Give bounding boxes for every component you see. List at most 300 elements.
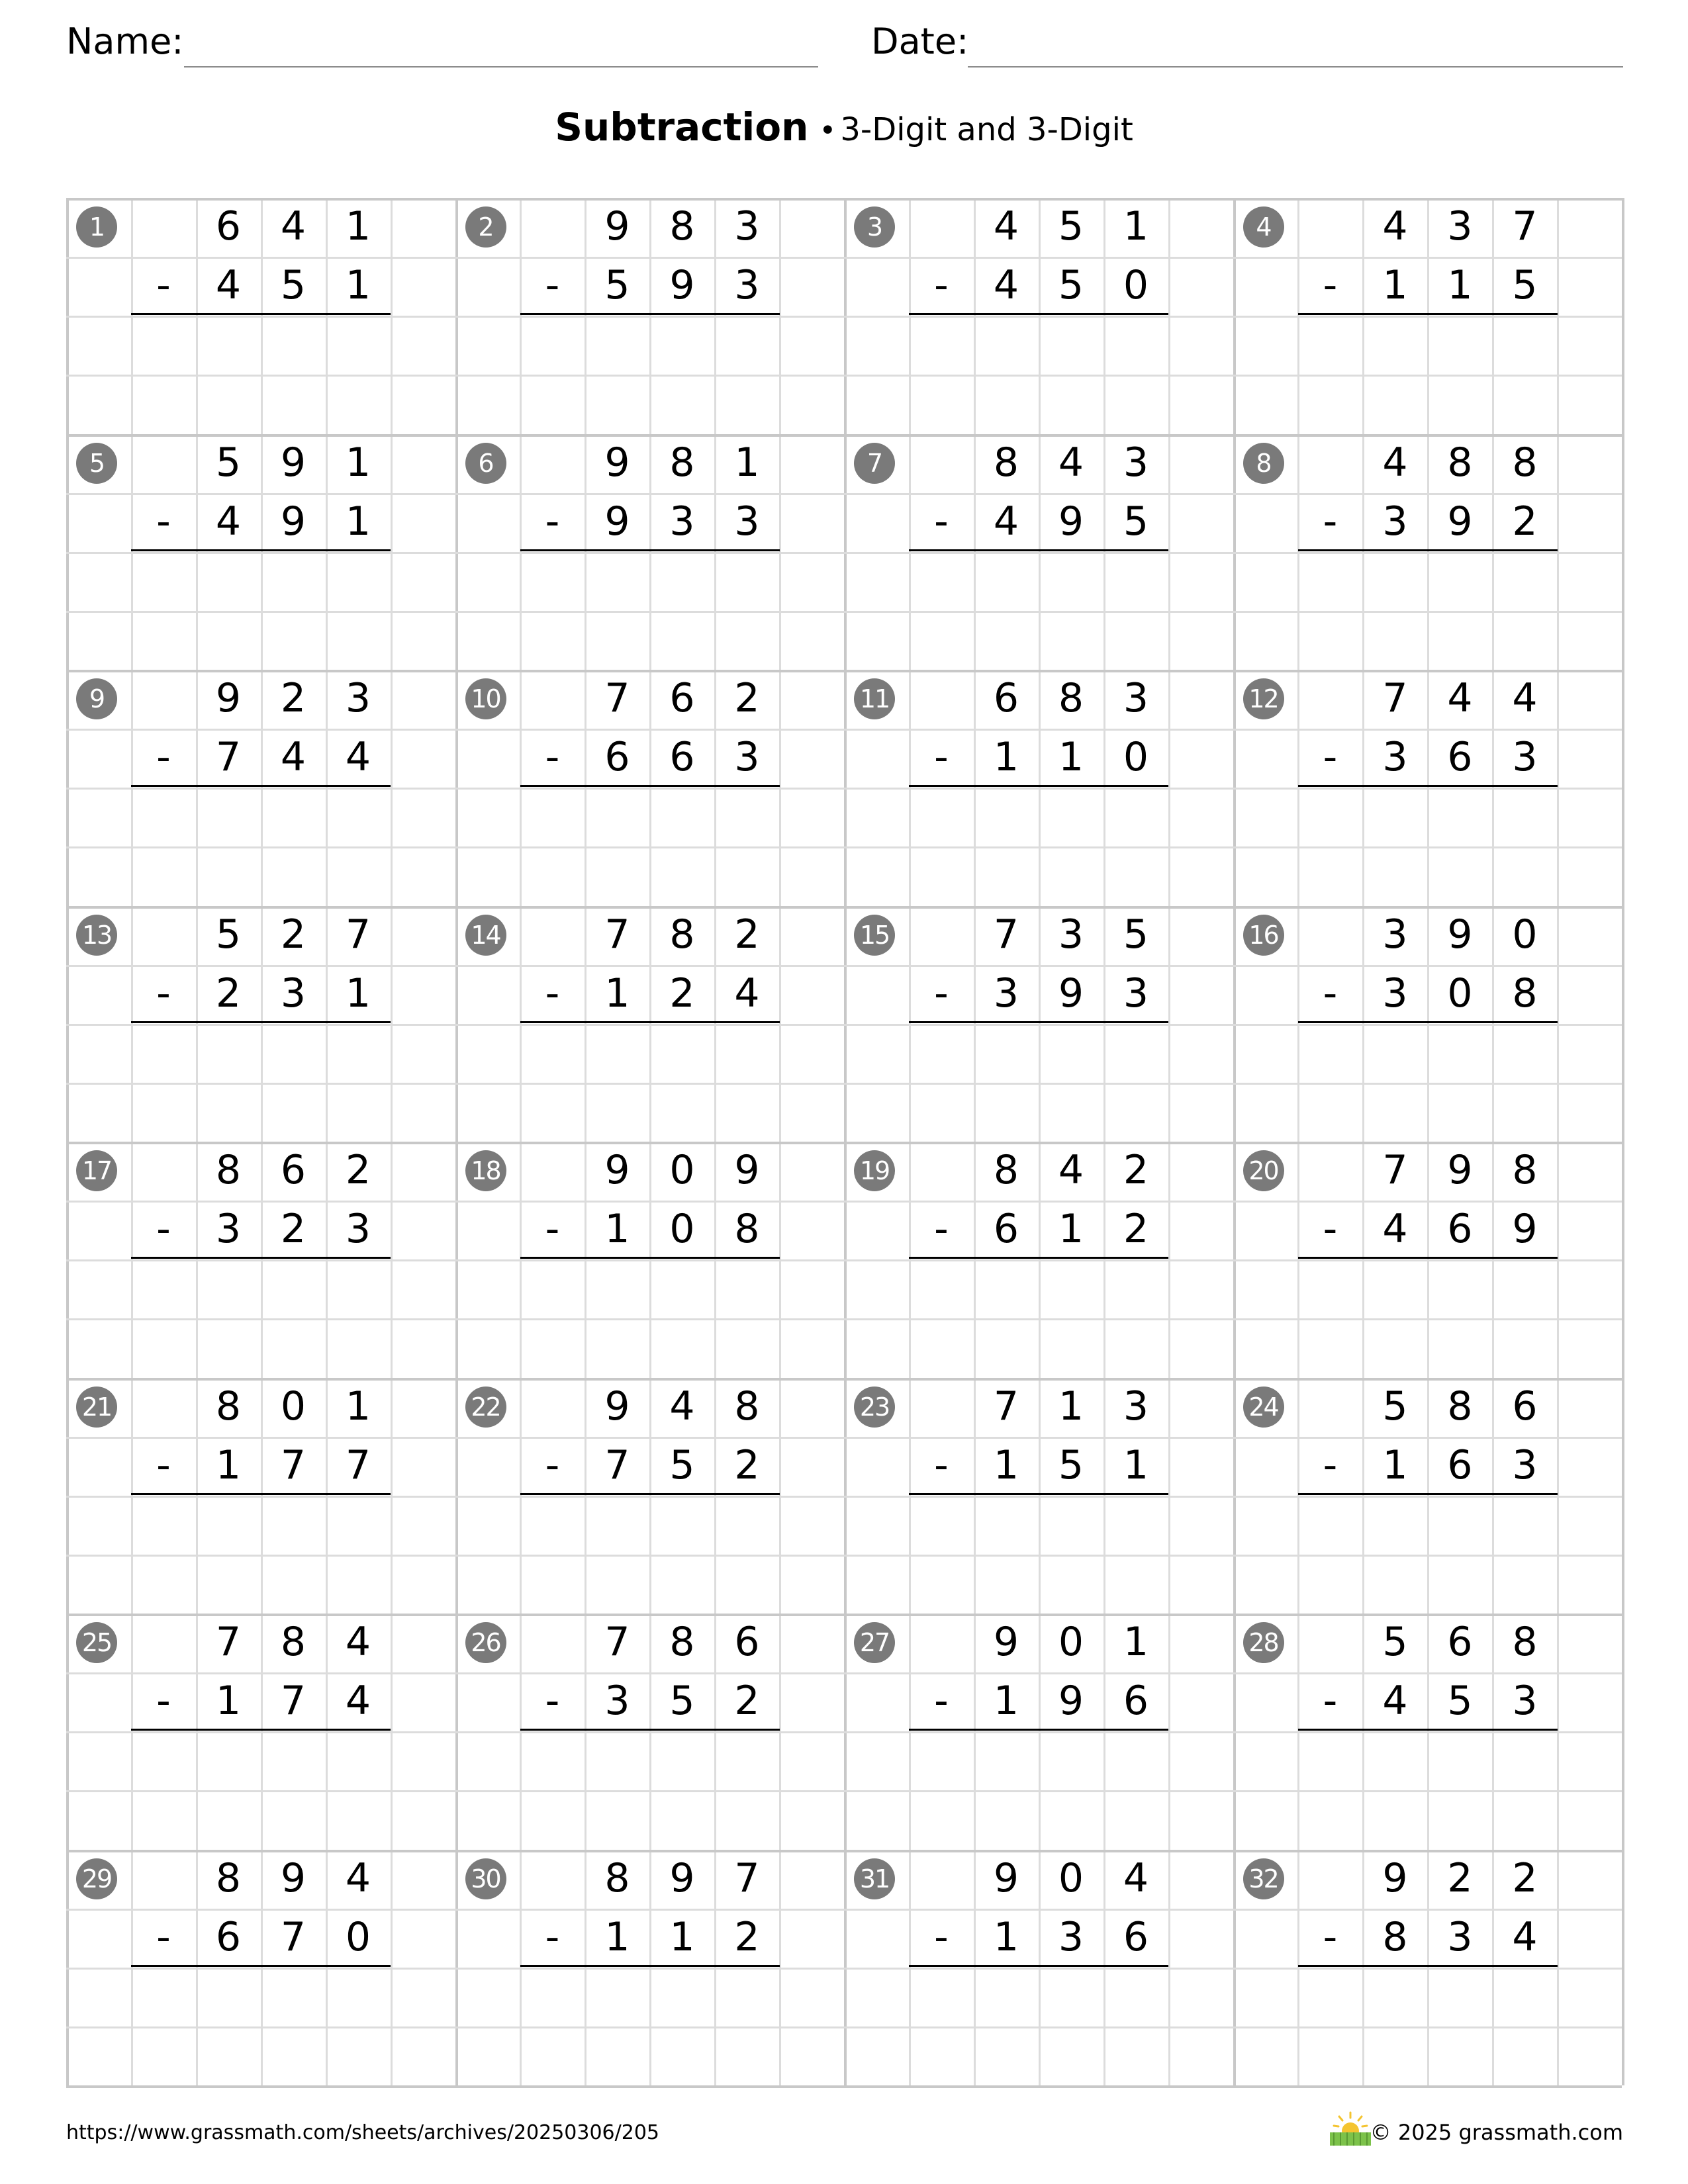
minuend-digit: 4 — [669, 1383, 695, 1430]
subtrahend-digit: 7 — [280, 1678, 306, 1724]
subtrahend-digit: 4 — [215, 262, 242, 308]
minuend-digit: 9 — [734, 1147, 760, 1193]
answer-area[interactable] — [1298, 1969, 1558, 2081]
minuend-digit: 8 — [280, 1619, 306, 1665]
subtrahend-digit: 7 — [345, 1441, 371, 1488]
minuend-digit: 3 — [345, 675, 371, 721]
sun-over-grass-icon — [1327, 2109, 1374, 2148]
subtrahend-digit: 1 — [993, 1913, 1019, 1960]
minuend-digit: 4 — [1058, 439, 1084, 486]
minuend-digit: 6 — [993, 675, 1019, 721]
answer-area[interactable] — [909, 1025, 1168, 1138]
minuend-digit: 0 — [669, 1147, 695, 1193]
answer-area[interactable] — [1298, 1497, 1558, 1610]
minuend-digit: 8 — [1512, 1619, 1538, 1665]
problem-number-badge: 8 — [1243, 443, 1284, 484]
answer-area[interactable] — [520, 553, 780, 666]
problem-1 — [66, 198, 455, 434]
subtrahend-digit: 1 — [345, 970, 371, 1017]
problem-number-badge: 24 — [1243, 1387, 1284, 1428]
answer-line — [520, 1729, 780, 1731]
minuend-digit: 3 — [1123, 675, 1149, 721]
minuend-digit: 9 — [604, 203, 630, 250]
answer-area[interactable] — [909, 1261, 1168, 1373]
subtrahend-digit: 3 — [1512, 1441, 1538, 1488]
title-subtitle: 3-Digit and 3-Digit — [840, 111, 1133, 148]
minuend-digit: 1 — [345, 439, 371, 486]
date-line[interactable] — [968, 66, 1623, 68]
minus-sign: - — [1323, 970, 1338, 1017]
problem-number-badge: 19 — [854, 1150, 895, 1191]
problem-number-badge: 4 — [1243, 206, 1284, 248]
minus-sign: - — [156, 970, 171, 1017]
subtrahend-digit: 1 — [1382, 262, 1408, 308]
subtrahend-digit: 5 — [1058, 1441, 1084, 1488]
answer-line — [131, 785, 391, 787]
subtrahend-digit: 4 — [345, 734, 371, 780]
title-main: Subtraction — [555, 105, 809, 150]
minuend-digit: 5 — [1123, 911, 1149, 958]
problem-number-badge: 30 — [465, 1858, 506, 1899]
subtrahend-digit: 3 — [215, 1206, 242, 1252]
subtrahend-digit: 6 — [1123, 1913, 1149, 1960]
minus-sign: - — [545, 1206, 560, 1252]
problem-23 — [844, 1378, 1233, 1614]
minuend-digit: 9 — [280, 1854, 306, 1901]
problem-2 — [455, 198, 845, 434]
minuend-digit: 6 — [215, 203, 242, 250]
minuend-digit: 8 — [734, 1383, 760, 1430]
subtrahend-digit: 6 — [1447, 1206, 1473, 1252]
subtrahend-digit: 6 — [669, 734, 695, 780]
minuend-digit: 5 — [1382, 1383, 1408, 1430]
answer-line — [520, 1257, 780, 1259]
subtrahend-digit: 9 — [669, 262, 695, 308]
minuend-digit: 9 — [215, 675, 242, 721]
answer-line — [131, 1021, 391, 1023]
minus-sign: - — [545, 498, 560, 545]
problem-26 — [455, 1614, 845, 1850]
problem-12 — [1233, 670, 1622, 906]
subtrahend-digit: 1 — [1123, 1441, 1149, 1488]
subtrahend-digit: 4 — [1382, 1678, 1408, 1724]
problem-number-badge: 14 — [465, 915, 506, 956]
minuend-digit: 3 — [1123, 439, 1149, 486]
subtrahend-digit: 5 — [1447, 1678, 1473, 1724]
answer-line — [131, 313, 391, 315]
answer-line — [520, 549, 780, 551]
problem-number-badge: 20 — [1243, 1150, 1284, 1191]
problem-number-badge: 13 — [76, 915, 117, 956]
answer-area[interactable] — [520, 1733, 780, 1845]
minus-sign: - — [156, 1913, 171, 1960]
minus-sign: - — [1323, 1913, 1338, 1960]
minuend-digit: 4 — [1382, 439, 1408, 486]
problem-21 — [66, 1378, 455, 1614]
answer-area[interactable] — [520, 317, 780, 430]
minuend-digit: 4 — [1447, 675, 1473, 721]
problem-15 — [844, 906, 1233, 1142]
minus-sign: - — [545, 1441, 560, 1488]
minuend-digit: 7 — [604, 675, 630, 721]
subtrahend-digit: 3 — [1123, 970, 1149, 1017]
answer-line — [1298, 549, 1558, 551]
subtrahend-digit: 1 — [1058, 734, 1084, 780]
problem-number-badge: 3 — [854, 206, 895, 248]
problem-number-badge: 1 — [76, 206, 117, 248]
subtrahend-digit: 3 — [734, 262, 760, 308]
subtrahend-digit: 1 — [1382, 1441, 1408, 1488]
minuend-digit: 1 — [1123, 1619, 1149, 1665]
problem-32 — [1233, 1850, 1622, 2086]
subtrahend-digit: 8 — [1382, 1913, 1408, 1960]
subtrahend-digit: 1 — [215, 1441, 242, 1488]
subtrahend-digit: 2 — [669, 970, 695, 1017]
answer-area[interactable] — [909, 1969, 1168, 2081]
minuend-digit: 5 — [1058, 203, 1084, 250]
problem-number-badge: 15 — [854, 915, 895, 956]
subtrahend-digit: 7 — [604, 1441, 630, 1488]
minuend-digit: 0 — [280, 1383, 306, 1430]
problem-number-badge: 23 — [854, 1387, 895, 1428]
minuend-digit: 7 — [604, 1619, 630, 1665]
minuend-digit: 9 — [604, 1383, 630, 1430]
minuend-digit: 4 — [1058, 1147, 1084, 1193]
answer-area[interactable] — [1298, 1261, 1558, 1373]
problem-number-badge: 22 — [465, 1387, 506, 1428]
minuend-digit: 8 — [215, 1147, 242, 1193]
subtrahend-digit: 1 — [993, 1441, 1019, 1488]
answer-line — [1298, 1493, 1558, 1495]
answer-line — [520, 1493, 780, 1495]
minuend-digit: 9 — [280, 439, 306, 486]
subtrahend-digit: 4 — [280, 734, 306, 780]
minuend-digit: 7 — [345, 911, 371, 958]
problem-3 — [844, 198, 1233, 434]
answer-area[interactable] — [131, 553, 391, 666]
subtrahend-digit: 3 — [1447, 1913, 1473, 1960]
subtrahend-digit: 2 — [1512, 498, 1538, 545]
minuend-digit: 7 — [215, 1619, 242, 1665]
problem-number-badge: 28 — [1243, 1622, 1284, 1663]
answer-area[interactable] — [909, 1497, 1168, 1610]
minuend-digit: 2 — [1123, 1147, 1149, 1193]
problem-number-badge: 26 — [465, 1622, 506, 1663]
subtrahend-digit: 6 — [604, 734, 630, 780]
subtrahend-digit: 9 — [280, 498, 306, 545]
minuend-digit: 9 — [1447, 1147, 1473, 1193]
answer-line — [1298, 313, 1558, 315]
subtrahend-digit: 5 — [1058, 262, 1084, 308]
minuend-digit: 4 — [280, 203, 306, 250]
subtrahend-digit: 6 — [993, 1206, 1019, 1252]
answer-area[interactable] — [1298, 789, 1558, 901]
answer-line — [909, 1493, 1168, 1495]
answer-line — [1298, 785, 1558, 787]
minuend-digit: 1 — [734, 439, 760, 486]
subtrahend-digit: 4 — [215, 498, 242, 545]
answer-line — [1298, 1257, 1558, 1259]
answer-area[interactable] — [520, 1969, 780, 2081]
minuend-digit: 6 — [280, 1147, 306, 1193]
minuend-digit: 9 — [993, 1619, 1019, 1665]
minus-sign: - — [934, 1441, 949, 1488]
subtrahend-digit: 2 — [734, 1913, 760, 1960]
subtrahend-digit: 3 — [604, 1678, 630, 1724]
answer-line — [909, 1729, 1168, 1731]
problem-number-badge: 31 — [854, 1858, 895, 1899]
subtrahend-digit: 5 — [604, 262, 630, 308]
minus-sign: - — [934, 734, 949, 780]
subtrahend-digit: 6 — [215, 1913, 242, 1960]
answer-area[interactable] — [131, 1025, 391, 1138]
minus-sign: - — [545, 970, 560, 1017]
minus-sign: - — [545, 1913, 560, 1960]
minuend-digit: 9 — [993, 1854, 1019, 1901]
answer-area[interactable] — [131, 317, 391, 430]
minuend-digit: 1 — [345, 1383, 371, 1430]
answer-area[interactable] — [131, 1261, 391, 1373]
subtrahend-digit: 5 — [669, 1441, 695, 1488]
answer-area[interactable] — [1298, 317, 1558, 430]
minuend-digit: 8 — [604, 1854, 630, 1901]
minus-sign: - — [156, 734, 171, 780]
problem-4 — [1233, 198, 1622, 434]
subtrahend-digit: 0 — [345, 1913, 371, 1960]
minuend-digit: 8 — [215, 1854, 242, 1901]
subtrahend-digit: 9 — [1512, 1206, 1538, 1252]
subtrahend-digit: 0 — [669, 1206, 695, 1252]
subtrahend-digit: 6 — [1447, 734, 1473, 780]
minuend-digit: 2 — [280, 675, 306, 721]
minuend-digit: 5 — [215, 911, 242, 958]
minuend-digit: 6 — [1512, 1383, 1538, 1430]
subtrahend-digit: 4 — [1382, 1206, 1408, 1252]
subtrahend-digit: 3 — [669, 498, 695, 545]
minus-sign: - — [156, 498, 171, 545]
minuend-digit: 3 — [1123, 1383, 1149, 1430]
subtrahend-digit: 4 — [993, 498, 1019, 545]
minus-sign: - — [545, 734, 560, 780]
minus-sign: - — [156, 1206, 171, 1252]
minuend-digit: 9 — [1382, 1854, 1408, 1901]
subtrahend-digit: 3 — [1058, 1913, 1084, 1960]
worksheet-grid — [66, 198, 1622, 2085]
answer-line — [520, 1965, 780, 1967]
minuend-digit: 8 — [215, 1383, 242, 1430]
problem-20 — [1233, 1142, 1622, 1378]
problem-6 — [455, 434, 845, 670]
problem-number-badge: 7 — [854, 443, 895, 484]
minuend-digit: 8 — [1058, 675, 1084, 721]
problem-11 — [844, 670, 1233, 906]
answer-line — [131, 1965, 391, 1967]
answer-line — [909, 549, 1168, 551]
name-line[interactable] — [184, 66, 818, 68]
subtrahend-digit: 7 — [215, 734, 242, 780]
subtrahend-digit: 9 — [1058, 970, 1084, 1017]
minus-sign: - — [1323, 734, 1338, 780]
subtrahend-digit: 9 — [1058, 498, 1084, 545]
problem-7 — [844, 434, 1233, 670]
answer-area[interactable] — [520, 1261, 780, 1373]
subtrahend-digit: 8 — [1512, 970, 1538, 1017]
subtrahend-digit: 1 — [215, 1678, 242, 1724]
subtrahend-digit: 1 — [1447, 262, 1473, 308]
subtrahend-digit: 9 — [1058, 1678, 1084, 1724]
subtrahend-digit: 7 — [280, 1913, 306, 1960]
minuend-digit: 5 — [215, 439, 242, 486]
minus-sign: - — [934, 1206, 949, 1252]
problem-number-badge: 21 — [76, 1387, 117, 1428]
minus-sign: - — [545, 1678, 560, 1724]
subtrahend-digit: 2 — [734, 1441, 760, 1488]
problem-number-badge: 27 — [854, 1622, 895, 1663]
answer-area[interactable] — [520, 789, 780, 901]
subtrahend-digit: 5 — [669, 1678, 695, 1724]
answer-line — [131, 1257, 391, 1259]
minuend-digit: 3 — [1058, 911, 1084, 958]
name-label: Name: — [66, 21, 184, 62]
problem-number-badge: 18 — [465, 1150, 506, 1191]
minuend-digit: 6 — [734, 1619, 760, 1665]
minus-sign: - — [934, 1913, 949, 1960]
minus-sign: - — [156, 1678, 171, 1724]
minuend-digit: 0 — [1058, 1854, 1084, 1901]
answer-line — [520, 785, 780, 787]
minuend-digit: 1 — [345, 203, 371, 250]
problem-27 — [844, 1614, 1233, 1850]
subtrahend-digit: 2 — [280, 1206, 306, 1252]
minus-sign: - — [1323, 1206, 1338, 1252]
minuend-digit: 2 — [1447, 1854, 1473, 1901]
grid-horizontal-line — [66, 2085, 1622, 2088]
minus-sign: - — [156, 1441, 171, 1488]
subtrahend-digit: 4 — [734, 970, 760, 1017]
answer-area[interactable] — [909, 553, 1168, 666]
subtrahend-digit: 3 — [734, 734, 760, 780]
minuend-digit: 7 — [604, 911, 630, 958]
minuend-digit: 7 — [993, 1383, 1019, 1430]
subtrahend-digit: 1 — [604, 1913, 630, 1960]
problem-22 — [455, 1378, 845, 1614]
subtrahend-digit: 0 — [1123, 262, 1149, 308]
subtrahend-digit: 0 — [1123, 734, 1149, 780]
minuend-digit: 7 — [1382, 675, 1408, 721]
problem-number-badge: 17 — [76, 1150, 117, 1191]
subtrahend-digit: 1 — [669, 1913, 695, 1960]
answer-area[interactable] — [131, 789, 391, 901]
subtrahend-digit: 7 — [280, 1441, 306, 1488]
subtrahend-digit: 3 — [1512, 1678, 1538, 1724]
answer-line — [909, 785, 1168, 787]
answer-area[interactable] — [1298, 1025, 1558, 1138]
answer-area[interactable] — [909, 317, 1168, 430]
problem-14 — [455, 906, 845, 1142]
subtrahend-digit: 1 — [993, 1678, 1019, 1724]
subtrahend-digit: 3 — [734, 498, 760, 545]
problem-29 — [66, 1850, 455, 2086]
answer-line — [131, 549, 391, 551]
subtrahend-digit: 1 — [604, 970, 630, 1017]
answer-area[interactable] — [1298, 1733, 1558, 1845]
problem-18 — [455, 1142, 845, 1378]
answer-area[interactable] — [1298, 553, 1558, 666]
minuend-digit: 3 — [1382, 911, 1408, 958]
problem-number-badge: 9 — [76, 678, 117, 719]
minuend-digit: 6 — [1447, 1619, 1473, 1665]
minuend-digit: 0 — [1512, 911, 1538, 958]
minuend-digit: 9 — [669, 1854, 695, 1901]
subtrahend-digit: 5 — [1123, 498, 1149, 545]
subtrahend-digit: 2 — [1123, 1206, 1149, 1252]
minus-sign: - — [545, 262, 560, 308]
problem-8 — [1233, 434, 1622, 670]
answer-line — [1298, 1965, 1558, 1967]
problem-number-badge: 32 — [1243, 1858, 1284, 1899]
minuend-digit: 8 — [1447, 439, 1473, 486]
minus-sign: - — [934, 262, 949, 308]
answer-area[interactable] — [131, 1733, 391, 1845]
answer-line — [909, 1965, 1168, 1967]
minus-sign: - — [1323, 262, 1338, 308]
subtrahend-digit: 6 — [1123, 1678, 1149, 1724]
answer-area[interactable] — [909, 789, 1168, 901]
minuend-digit: 3 — [1447, 203, 1473, 250]
subtrahend-digit: 5 — [1512, 262, 1538, 308]
page-title — [0, 105, 1688, 150]
subtrahend-digit: 0 — [1447, 970, 1473, 1017]
answer-area[interactable] — [131, 1969, 391, 2081]
minuend-digit: 0 — [1058, 1619, 1084, 1665]
minuend-digit: 1 — [1123, 203, 1149, 250]
subtrahend-digit: 4 — [345, 1678, 371, 1724]
minuend-digit: 8 — [1512, 439, 1538, 486]
answer-line — [131, 1729, 391, 1731]
minuend-digit: 1 — [1058, 1383, 1084, 1430]
subtrahend-digit: 9 — [1447, 498, 1473, 545]
problem-number-badge: 6 — [465, 443, 506, 484]
subtrahend-digit: 3 — [1382, 734, 1408, 780]
minuend-digit: 8 — [669, 203, 695, 250]
answer-line — [520, 1021, 780, 1023]
answer-area[interactable] — [520, 1497, 780, 1610]
problem-24 — [1233, 1378, 1622, 1614]
minuend-digit: 3 — [734, 203, 760, 250]
answer-area[interactable] — [520, 1025, 780, 1138]
subtrahend-digit: 1 — [1058, 1206, 1084, 1252]
subtrahend-digit: 3 — [993, 970, 1019, 1017]
minuend-digit: 2 — [734, 675, 760, 721]
problem-number-badge: 25 — [76, 1622, 117, 1663]
grid-vertical-line — [1622, 198, 1624, 2085]
problem-13 — [66, 906, 455, 1142]
problem-5 — [66, 434, 455, 670]
minuend-digit: 6 — [669, 675, 695, 721]
answer-area[interactable] — [909, 1733, 1168, 1845]
problem-number-badge: 10 — [465, 678, 506, 719]
subtrahend-digit: 3 — [1382, 970, 1408, 1017]
minus-sign: - — [1323, 498, 1338, 545]
minuend-digit: 2 — [345, 1147, 371, 1193]
answer-area[interactable] — [131, 1497, 391, 1610]
subtrahend-digit: 5 — [280, 262, 306, 308]
minuend-digit: 8 — [669, 1619, 695, 1665]
footer-copyright: © 2025 grassmath.com — [1370, 2120, 1623, 2145]
minuend-digit: 7 — [1382, 1147, 1408, 1193]
subtrahend-digit: 9 — [604, 498, 630, 545]
answer-line — [1298, 1021, 1558, 1023]
